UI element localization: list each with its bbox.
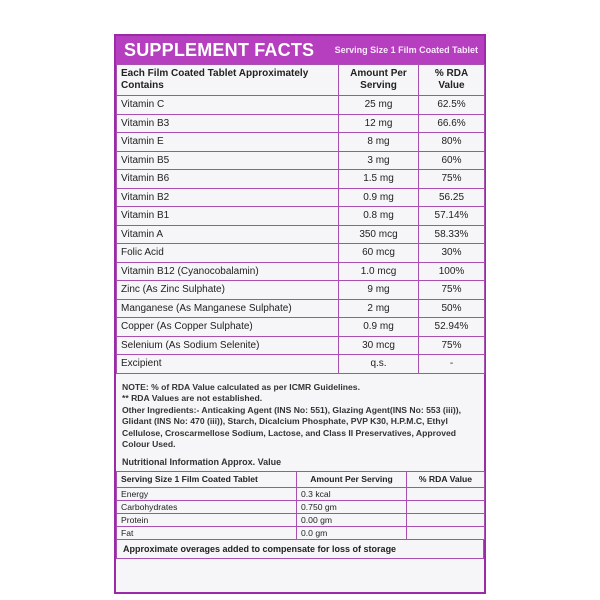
- column-header-amount: Amount Per Serving: [339, 65, 419, 96]
- cell-amount: 1.5 mg: [339, 170, 419, 189]
- cell-rda: 57.14%: [419, 207, 485, 226]
- cell-nutrient: Vitamin B3: [117, 114, 339, 133]
- cell-rda: 75%: [419, 170, 485, 189]
- column-header-rda: % RDA Value: [419, 65, 485, 96]
- cell-nutrient: Copper (As Copper Sulphate): [117, 318, 339, 337]
- nutrition-col-serving: Serving Size 1 Film Coated Tablet: [117, 471, 297, 487]
- cell-nutrient: Protein: [117, 513, 297, 526]
- cell-amount: 25 mg: [339, 96, 419, 115]
- cell-amount: 0.9 mg: [339, 188, 419, 207]
- nutrition-title: Nutritional Information Approx. Value: [122, 456, 282, 467]
- nutrition-row: [117, 500, 485, 513]
- facts-row: [117, 114, 485, 133]
- storage-note: Approximate overages added to compensate for loss of storage: [116, 540, 484, 559]
- note-not-established: ** RDA Values are not established.: [122, 393, 263, 403]
- cell-nutrient: Vitamin C: [117, 96, 339, 115]
- cell-nutrient: Zinc (As Zinc Sulphate): [117, 281, 339, 300]
- notes-section: [116, 374, 484, 455]
- nutrition-row: [117, 487, 485, 500]
- cell-nutrient: Vitamin B12 (Cyanocobalamin): [117, 262, 339, 281]
- supplement-facts-table: [116, 64, 485, 374]
- facts-row: [117, 281, 485, 300]
- cell-rda: 75%: [419, 281, 485, 300]
- nutrition-row: [117, 513, 485, 526]
- cell-rda: [407, 500, 485, 513]
- label-header: [116, 36, 484, 64]
- facts-row: [117, 225, 485, 244]
- facts-row: [117, 355, 485, 374]
- cell-amount: 0.750 gm: [297, 500, 407, 513]
- cell-rda: [407, 513, 485, 526]
- facts-row: [117, 96, 485, 115]
- cell-amount: 1.0 mcg: [339, 262, 419, 281]
- cell-amount: 9 mg: [339, 281, 419, 300]
- cell-amount: 0.9 mg: [339, 318, 419, 337]
- nutrition-header-row: [117, 471, 485, 487]
- cell-amount: 3 mg: [339, 151, 419, 170]
- cell-amount: 60 mcg: [339, 244, 419, 263]
- cell-nutrient: Vitamin B6: [117, 170, 339, 189]
- note-rda: NOTE: % of RDA Value calculated as per ICMR Guidelines.: [122, 381, 360, 392]
- cell-amount: 8 mg: [339, 133, 419, 152]
- cell-rda: [407, 487, 485, 500]
- cell-nutrient: Vitamin B1: [117, 207, 339, 226]
- cell-nutrient: Folic Acid: [117, 244, 339, 263]
- nutrition-row: [117, 526, 485, 539]
- facts-row: [117, 188, 485, 207]
- cell-rda: 80%: [419, 133, 485, 152]
- cell-rda: 75%: [419, 336, 485, 355]
- facts-row: [117, 299, 485, 318]
- cell-amount: q.s.: [339, 355, 419, 374]
- cell-amount: 30 mcg: [339, 336, 419, 355]
- cell-nutrient: Excipient: [117, 355, 339, 374]
- facts-row: [117, 170, 485, 189]
- supplement-facts-label: [114, 34, 486, 594]
- cell-amount: 0.00 gm: [297, 513, 407, 526]
- cell-nutrient: Fat: [117, 526, 297, 539]
- cell-amount: 0.3 kcal: [297, 487, 407, 500]
- serving-size: Serving Size 1 Film Coated Tablet: [334, 45, 478, 55]
- cell-rda: -: [419, 355, 485, 374]
- cell-nutrient: Vitamin B2: [117, 188, 339, 207]
- cell-rda: 62.5%: [419, 96, 485, 115]
- cell-rda: [407, 526, 485, 539]
- cell-rda: 30%: [419, 244, 485, 263]
- cell-nutrient: Vitamin E: [117, 133, 339, 152]
- cell-rda: 56.25: [419, 188, 485, 207]
- cell-rda: 100%: [419, 262, 485, 281]
- cell-amount: 0.0 gm: [297, 526, 407, 539]
- cell-rda: 52.94%: [419, 318, 485, 337]
- note-other-ingredients: Other Ingredients:- Anticaking Agent (INS No: 551), Glazing Agent(INS No: 553 (iii)), Glidant (INS No: 470 (iii)), Starch, Dicalcium Phosphate, PVP K30, H.P.M.C, Ethyl Cellulose, Croscarmellose Sodium, Lactose, and Class II Preservatives, Approved Colour Used.: [122, 404, 461, 449]
- facts-row: [117, 133, 485, 152]
- cell-nutrient: Carbohydrates: [117, 500, 297, 513]
- facts-row: [117, 318, 485, 337]
- label-title: SUPPLEMENT FACTS: [124, 39, 315, 60]
- facts-row: [117, 244, 485, 263]
- cell-rda: 66.6%: [419, 114, 485, 133]
- cell-rda: 60%: [419, 151, 485, 170]
- facts-row: [117, 207, 485, 226]
- cell-nutrient: Manganese (As Manganese Sulphate): [117, 299, 339, 318]
- nutrition-table: [116, 471, 485, 540]
- cell-rda: 50%: [419, 299, 485, 318]
- nutrition-col-amount: Amount Per Serving: [297, 471, 407, 487]
- table-header-row: [117, 65, 485, 96]
- cell-amount: 0.8 mg: [339, 207, 419, 226]
- cell-nutrient: Vitamin B5: [117, 151, 339, 170]
- cell-nutrient: Vitamin A: [117, 225, 339, 244]
- column-header-contents: Each Film Coated Tablet Approximately Contains: [117, 65, 339, 96]
- cell-nutrient: Selenium (As Sodium Selenite): [117, 336, 339, 355]
- nutrition-col-rda: % RDA Value: [407, 471, 485, 487]
- facts-row: [117, 336, 485, 355]
- facts-row: [117, 262, 485, 281]
- cell-amount: 350 mcg: [339, 225, 419, 244]
- cell-amount: 12 mg: [339, 114, 419, 133]
- cell-amount: 2 mg: [339, 299, 419, 318]
- cell-rda: 58.33%: [419, 225, 485, 244]
- facts-row: [117, 151, 485, 170]
- cell-nutrient: Energy: [117, 487, 297, 500]
